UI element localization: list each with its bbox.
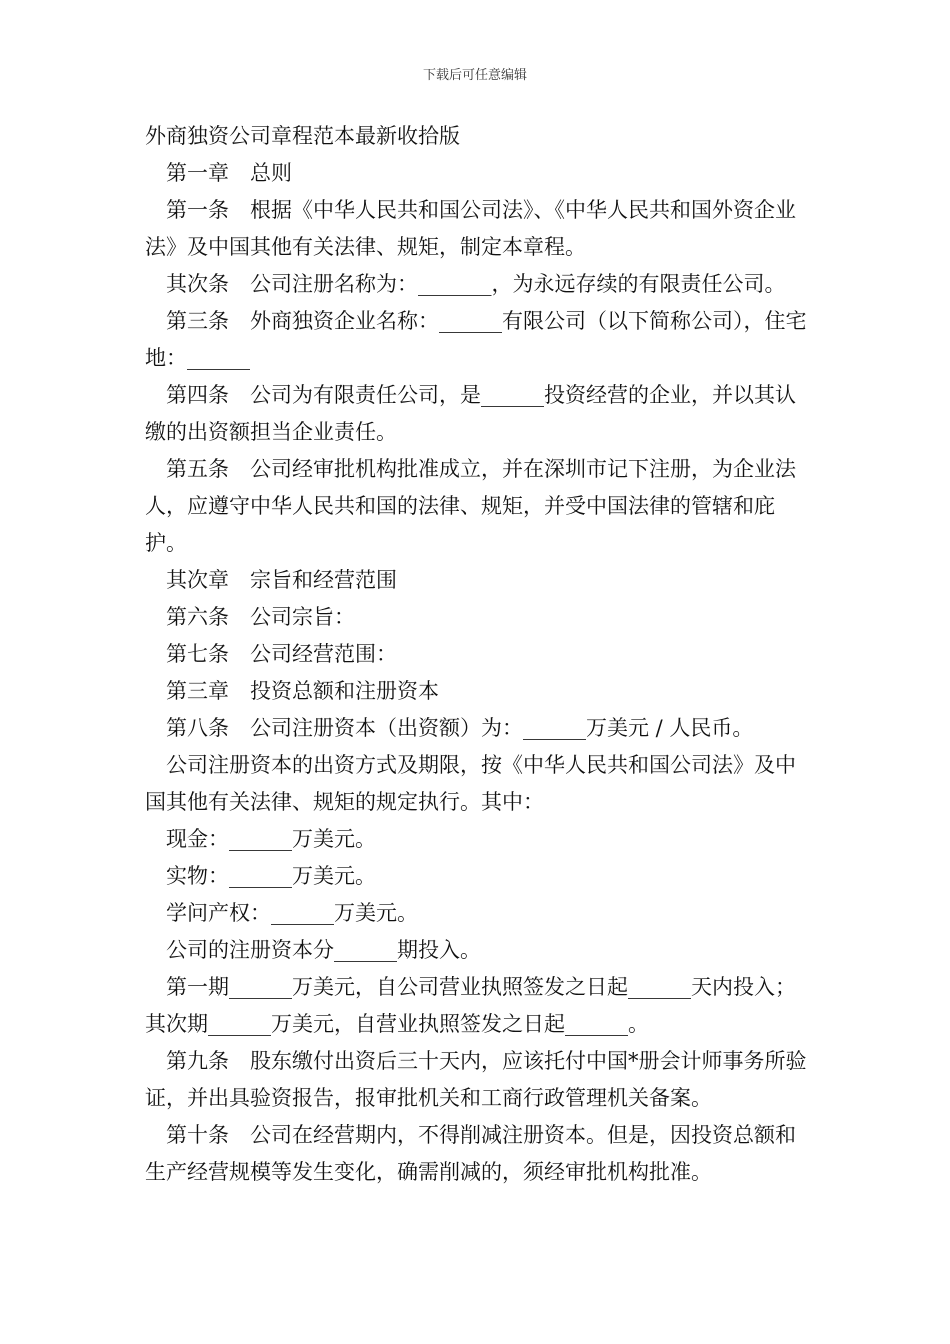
article-paragraph: 第九条 股东缴付出资后三十天内，应该托付中国*册会计师事务所验证，并出具验资报告，报审批机关和工商行政管理机关备案。	[145, 1049, 807, 1110]
article-paragraph: 第六条 公司宗旨：	[166, 605, 355, 629]
article-paragraph: 第三条 外商独资企业名称：______有限公司（以下简称公司），住宅地：______	[145, 309, 807, 370]
page-header: 下载后可任意编辑	[422, 68, 527, 83]
document-body	[145, 118, 815, 1191]
chapter-heading: 其次章 宗旨和经营范围	[166, 568, 397, 592]
capital-item-goods: 实物：______万美元。	[166, 864, 376, 888]
article-paragraph: 其次条 公司注册名称为：_______，为永远存续的有限责任公司。	[166, 272, 786, 296]
article-paragraph: 第十条 公司在经营期内，不得削减注册资本。但是，因投资总额和生产经营规模等发生变化，确需削减的，须经审批机构批准。	[145, 1123, 796, 1184]
body-paragraph: 公司注册资本的出资方式及期限，按《中华人民共和国公司法》及中国其他有关法律、规矩的规定执行。其中：	[145, 753, 796, 814]
body-paragraph: 公司的注册资本分______期投入。	[166, 938, 481, 962]
capital-item-ip: 学问产权：______万美元。	[166, 901, 418, 925]
chapter-heading: 第一章 总则	[166, 161, 292, 185]
article-paragraph: 第八条 公司注册资本（出资额）为：______万美元 / 人民币。	[166, 716, 754, 740]
document-title: 外商独资公司章程范本最新收拾版	[145, 124, 460, 148]
article-paragraph: 第七条 公司经营范围：	[166, 642, 397, 666]
article-paragraph: 第五条 公司经审批机构批准成立，并在深圳市记下注册，为企业法人，应遵守中华人民共和国的法律、规矩，并受中国法律的管辖和庇护。	[145, 457, 796, 555]
article-paragraph: 第一条 根据《中华人民共和国公司法》、《中华人民共和国外资企业法》及中国其他有关法律、规矩，制定本章程。	[145, 198, 796, 259]
chapter-heading: 第三章 投资总额和注册资本	[166, 679, 439, 703]
capital-item-cash: 现金：______万美元。	[166, 827, 376, 851]
article-paragraph: 第四条 公司为有限责任公司，是______投资经营的企业，并以其认缴的出资额担当企业责任。	[145, 383, 796, 444]
body-paragraph: 第一期______万美元，自公司营业执照签发之日起______天内投入；其次期______万美元，自营业执照签发之日起______。	[145, 975, 796, 1036]
